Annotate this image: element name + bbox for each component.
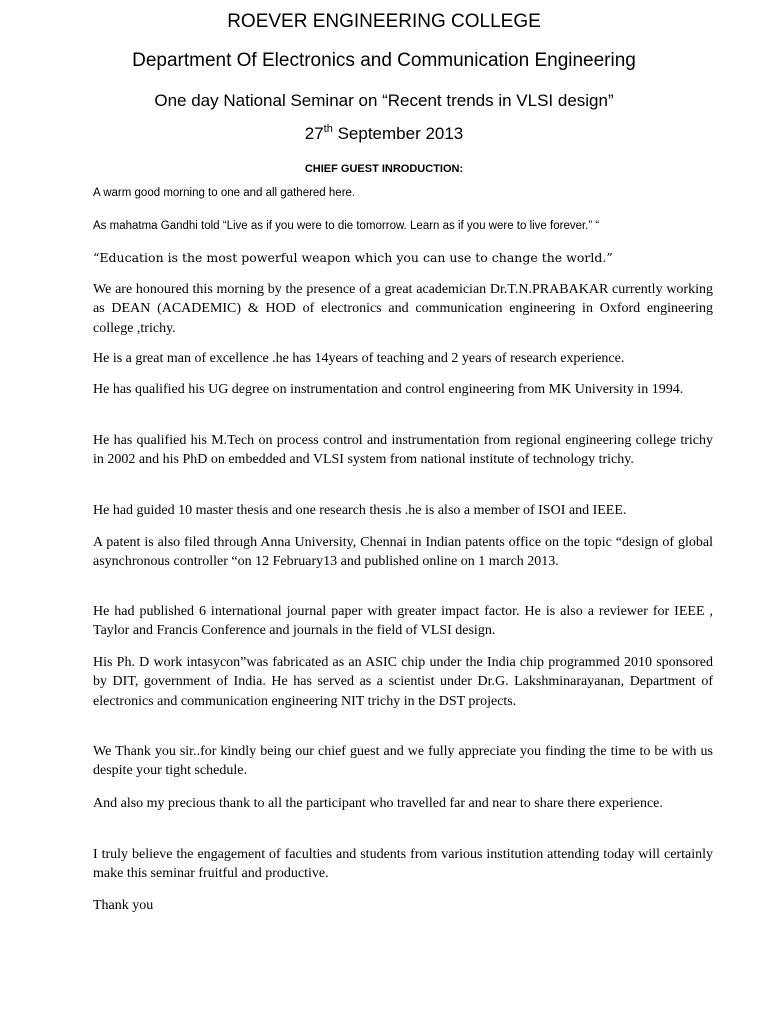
paragraph: He has qualified his M.Tech on process control and instrumentation from regional engineering college trichy in 2002 and his PhD on embedded and VLSI system from national institute of technology trichy. [93,433,713,468]
paragraph: He had published 6 international journal paper with greater impact factor. He is also a reviewer for IEEE , Taylor and Francis Conference and journals in the field of VLSI design. [93,604,713,639]
gandhi-quote: As mahatma Gandhi told “Live as if you were to die tomorrow. Learn as if you were to live forever.” “ [93,220,600,232]
date-suffix: th [323,123,333,135]
paragraph: He has qualified his UG degree on instrumentation and control engineering from MK University in 1994. [93,382,684,397]
paragraph: His Ph. D work intasycon”was fabricated as an ASIC chip under the India chip programmed 2010 sponsored by DIT, government of India. He has served as a scientist under Dr.G. Lakshminarayanan, Department of electronics and communication engineering NIT trichy in the DST projects. [93,655,713,709]
paragraph: He is a great man of excellence .he has 14years of teaching and 2 years of research experience. [93,351,625,366]
college-name: ROEVER ENGINEERING COLLEGE [227,11,541,32]
paragraph: I truly believe the engagement of faculties and students from various institution attending today will certainly make this seminar fruitful and productive. [93,847,713,882]
paragraph: We Thank you sir..for kindly being our chief guest and we fully appreciate you finding the time to be with us despite your tight schedule. [93,744,713,779]
paragraph: A patent is also filed through Anna University, Chennai in Indian patents office on the topic “design of global asynchronous controller “on 12 February13 and published online on 1 march 2013. [93,535,713,570]
seminar-title: One day National Seminar on “Recent trends in VLSI design” [154,91,614,110]
paragraph: He had guided 10 master thesis and one research thesis .he is also a member of ISOI and IEEE. [93,503,627,518]
section-heading: CHIEF GUEST INRODUCTION: [304,163,464,175]
paragraph: And also my precious thank to all the participant who travelled far and near to share there experience. [93,796,663,811]
date-day: 27 [304,124,324,143]
date-month-year: September 2013 [332,124,464,143]
closing-line: Thank you [93,898,154,913]
seminar-date [0,123,768,145]
education-quote: “Education is the most powerful weapon which you can use to change the world.” [93,250,613,265]
greeting-line: A warm good morning to one and all gathered here. [93,187,356,199]
department-name: Department Of Electronics and Communication Engineering [132,50,636,71]
paragraph: We are honoured this morning by the presence of a great academician Dr.T.N.PRABAKAR currently working as DEAN (ACADEMIC) & HOD of electronics and communication engineering in Oxford engineering college ,trichy. [93,282,713,336]
